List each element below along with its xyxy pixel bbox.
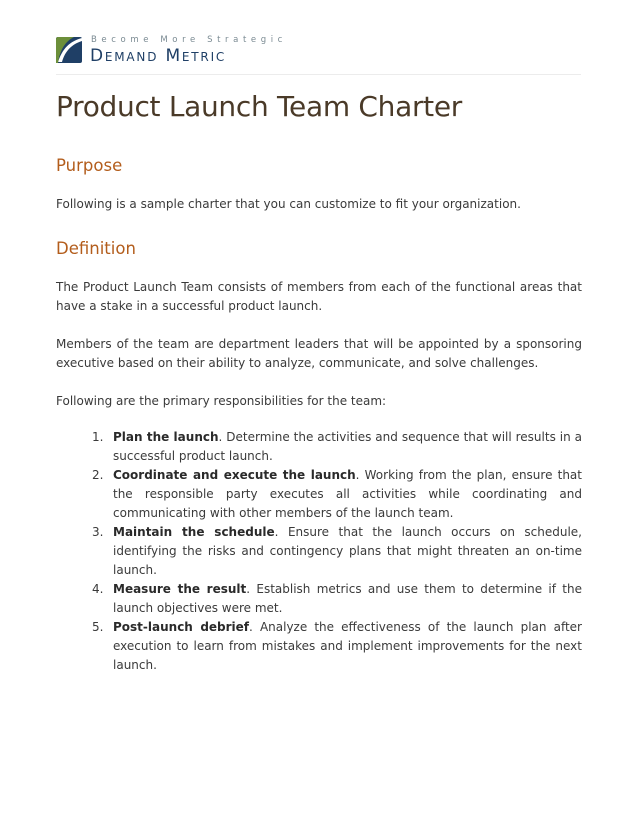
- list-item: [92, 428, 582, 466]
- list-item-title: Measure the result: [113, 582, 247, 596]
- list-item: [92, 466, 582, 523]
- list-item-text: . Analyze the effectiveness of the launch plan after execution to learn from mistakes and implement improvements for the next launch.: [113, 620, 582, 672]
- list-item-title: Maintain the schedule: [113, 525, 275, 539]
- responsibilities-list: [92, 428, 582, 675]
- list-number: 2.: [92, 468, 104, 482]
- list-number: 3.: [92, 525, 104, 539]
- section-heading-purpose: Purpose: [56, 156, 123, 175]
- list-item-text: . Determine the activities and sequence that will results in a successful product launch.: [113, 430, 582, 463]
- definition-paragraph-1: The Product Launch Team consists of members from each of the functional areas that have a stake in a successful product launch.: [56, 280, 582, 313]
- tagline: Become More Strategic: [91, 35, 287, 45]
- brand-name: Demand Metric: [90, 46, 227, 66]
- list-item-text: . Ensure that the launch occurs on schedule, identifying the risks and contingency plans that might threaten an on-time launch.: [113, 525, 583, 577]
- list-item-title: Plan the launch: [113, 430, 219, 444]
- page-title: Product Launch Team Charter: [56, 90, 462, 123]
- list-number: 4.: [92, 582, 104, 596]
- definition-paragraph-2: Members of the team are department leaders that will be appointed by a sponsoring executive based on their ability to analyze, communicate, and solve challenges.: [56, 337, 582, 370]
- list-item: [92, 580, 582, 618]
- list-item: [92, 618, 582, 675]
- list-item: [92, 523, 582, 580]
- list-item-text: . Establish metrics and use them to determine if the launch objectives were met.: [113, 582, 582, 615]
- list-item-title: Coordinate and execute the launch: [113, 468, 356, 482]
- list-number: 1.: [92, 430, 104, 444]
- header-divider: [56, 74, 581, 75]
- purpose-paragraph: Following is a sample charter that you can customize to fit your organization.: [56, 197, 521, 211]
- list-number: 5.: [92, 620, 104, 634]
- company-logo: [56, 35, 316, 69]
- list-item-text: . Working from the plan, ensure that the responsible party executes all activities while coordinating and communicating with other members of the launch team.: [113, 468, 582, 520]
- definition-paragraph-3: Following are the primary responsibilities for the team:: [56, 394, 387, 408]
- section-heading-definition: Definition: [56, 239, 136, 258]
- list-item-title: Post-launch debrief: [113, 620, 250, 634]
- demand-metric-logo-icon: [56, 35, 84, 65]
